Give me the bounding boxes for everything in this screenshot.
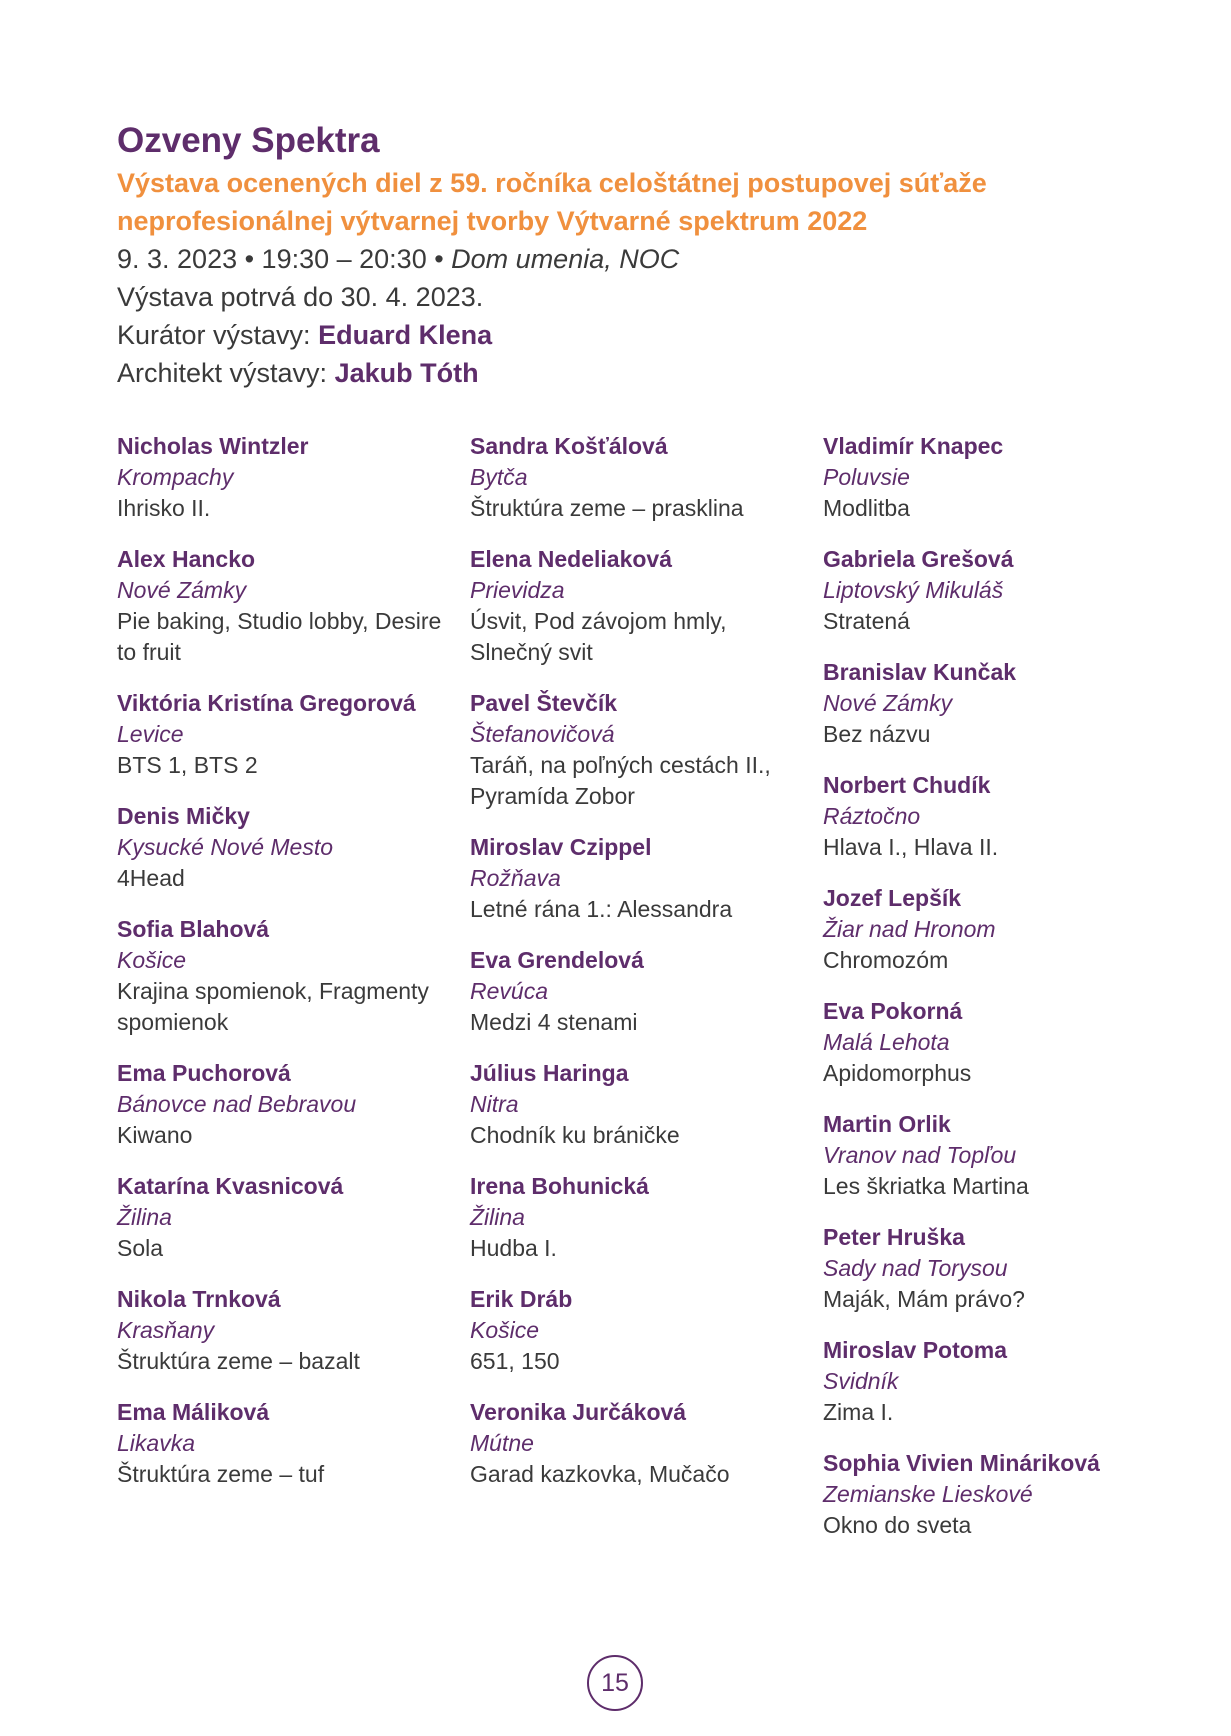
architect-name: Jakub Tóth	[334, 358, 479, 388]
artist-entry	[117, 688, 447, 781]
artist-name: Denis Mičky	[117, 803, 250, 829]
artist-town: Svidník	[823, 1368, 899, 1394]
artist-column-3	[823, 431, 1153, 1561]
artist-name: Vladimír Knapec	[823, 433, 1004, 459]
artwork-title: Les škriatka Martina	[823, 1173, 1029, 1199]
artwork-title: Garad kazkovka, Mučačo	[470, 1461, 730, 1487]
artist-name: Eva Grendelová	[470, 947, 644, 973]
artist-entry	[823, 883, 1153, 976]
artist-town: Košice	[470, 1317, 540, 1343]
artist-name: Gabriela Grešová	[823, 546, 1014, 572]
artwork-title: BTS 1, BTS 2	[117, 752, 258, 778]
page	[117, 118, 1127, 1538]
artist-entry	[470, 688, 800, 812]
artist-town: Sady nad Torysou	[823, 1255, 1008, 1281]
artist-name: Nikola Trnková	[117, 1286, 281, 1312]
artist-entry	[470, 1171, 800, 1264]
artist-town: Mútne	[470, 1430, 534, 1456]
artwork-title: Chodník ku bráničke	[470, 1122, 680, 1148]
artist-entry	[823, 544, 1153, 637]
artist-town: Poluvsie	[823, 464, 910, 490]
artist-town: Revúca	[470, 978, 548, 1004]
curator-line	[117, 316, 1127, 354]
artwork-title: Krajina spomienok, Fragmenty spomienok	[117, 978, 429, 1035]
architect-label: Architekt výstavy:	[117, 358, 335, 388]
artist-name: Miroslav Czippel	[470, 834, 652, 860]
artwork-title: Zima I.	[823, 1399, 894, 1425]
artist-town: Krompachy	[117, 464, 234, 490]
artwork-title: Úsvit, Pod závojom hmly, Slnečný svit	[470, 608, 727, 665]
artist-town: Kysucké Nové Mesto	[117, 834, 334, 860]
curator-label: Kurátor výstavy:	[117, 320, 319, 350]
artist-name: Erik Dráb	[470, 1286, 573, 1312]
artist-town: Bánovce nad Bebravou	[117, 1091, 357, 1117]
artist-name: Martin Orlik	[823, 1111, 951, 1137]
artist-name: Norbert Chudík	[823, 772, 991, 798]
artist-entry	[470, 1397, 800, 1490]
page-title: Ozveny Spektra	[117, 121, 380, 160]
artist-entry	[823, 657, 1153, 750]
artist-name: Irena Bohunická	[470, 1173, 649, 1199]
artwork-title: Apidomorphus	[823, 1060, 972, 1086]
artist-entry	[117, 431, 447, 524]
artist-town: Likavka	[117, 1430, 195, 1456]
artist-name: Sophia Vivien Mináriková	[823, 1450, 1100, 1476]
artist-entry	[823, 1448, 1153, 1541]
artwork-title: Modlitba	[823, 495, 910, 521]
artwork-title: Sola	[117, 1235, 164, 1261]
artist-entry	[823, 431, 1153, 524]
artwork-title: Štruktúra zeme – bazalt	[117, 1348, 360, 1374]
artist-entry	[470, 1058, 800, 1151]
artist-column-1	[117, 431, 447, 1510]
artist-town: Košice	[117, 947, 187, 973]
artwork-title: Pie baking, Studio lobby, Desire to fruit	[117, 608, 442, 665]
artist-name: Katarína Kvasnicová	[117, 1173, 344, 1199]
artist-town: Bytča	[470, 464, 528, 490]
artist-name: Miroslav Potoma	[823, 1337, 1008, 1363]
event-info	[117, 240, 1127, 392]
artwork-title: Maják, Mám právo?	[823, 1286, 1025, 1312]
artist-town: Zemianske Lieskové	[823, 1481, 1033, 1507]
event-line	[117, 240, 1127, 278]
artist-town: Rožňava	[470, 865, 561, 891]
subtitle-line: Výstava ocenených diel z 59. ročníka celoštátnej postupovej súťaže	[117, 168, 987, 198]
artist-name: Veronika Jurčáková	[470, 1399, 687, 1425]
artist-town: Nitra	[470, 1091, 519, 1117]
artist-entry	[823, 1335, 1153, 1428]
artist-name: Eva Pokorná	[823, 998, 963, 1024]
artist-town: Nové Zámky	[823, 690, 953, 716]
artist-name: Ema Máliková	[117, 1399, 270, 1425]
artist-town: Nové Zámky	[117, 577, 247, 603]
artist-town: Levice	[117, 721, 184, 747]
artist-town: Prievidza	[470, 577, 565, 603]
architect-line	[117, 354, 1127, 392]
event-venue: Dom umenia, NOC	[451, 244, 680, 274]
artist-entry	[823, 770, 1153, 863]
artist-name: Sofia Blahová	[117, 916, 270, 942]
artist-entry	[823, 1109, 1153, 1202]
artist-entry	[470, 945, 800, 1038]
artist-town: Štefanovičová	[470, 721, 615, 747]
artist-name: Elena Nedeliaková	[470, 546, 672, 572]
subtitle-line: neprofesionálnej výtvarnej tvorby Výtvarné spektrum 2022	[117, 206, 868, 236]
duration-line: Výstava potrvá do 30. 4. 2023.	[117, 282, 484, 312]
artist-town: Žilina	[470, 1204, 525, 1230]
artwork-title: Letné rána 1.: Alessandra	[470, 896, 733, 922]
artist-name: Sandra Košťálová	[470, 433, 668, 459]
event-datetime: 9. 3. 2023 • 19:30 – 20:30 •	[117, 244, 452, 274]
artwork-title: Hudba I.	[470, 1235, 557, 1261]
artist-column-2	[470, 431, 800, 1510]
curator-name: Eduard Klena	[318, 320, 493, 350]
artist-entry	[117, 1058, 447, 1151]
artist-name: Nicholas Wintzler	[117, 433, 309, 459]
artwork-title: Stratená	[823, 608, 910, 634]
artist-entry	[470, 1284, 800, 1377]
artwork-title: Ihrisko II.	[117, 495, 211, 521]
artist-name: Viktória Kristína Gregorová	[117, 690, 416, 716]
artwork-title: Hlava I., Hlava II.	[823, 834, 999, 860]
artist-name: Alex Hancko	[117, 546, 256, 572]
artwork-title: 4Head	[117, 865, 185, 891]
artist-entry	[117, 1171, 447, 1264]
artist-name: Branislav Kunčak	[823, 659, 1017, 685]
artist-entry	[823, 1222, 1153, 1315]
artist-town: Malá Lehota	[823, 1029, 950, 1055]
artist-town: Žilina	[117, 1204, 172, 1230]
artist-entry	[470, 431, 800, 524]
subtitle	[117, 164, 1127, 240]
artist-entry	[117, 914, 447, 1038]
artist-town: Vranov nad Topľou	[823, 1142, 1017, 1168]
artwork-title: Štruktúra zeme – tuf	[117, 1461, 325, 1487]
artist-entry	[117, 1397, 447, 1490]
artist-name: Július Haringa	[470, 1060, 629, 1086]
artist-name: Pavel Števčík	[470, 690, 618, 716]
artwork-title: Štruktúra zeme – prasklina	[470, 495, 744, 521]
artwork-title: Medzi 4 stenami	[470, 1009, 638, 1035]
artist-name: Jozef Lepšík	[823, 885, 962, 911]
artist-entry	[117, 544, 447, 668]
artist-name: Peter Hruška	[823, 1224, 965, 1250]
artwork-title: Chromozóm	[823, 947, 949, 973]
artist-entry	[117, 1284, 447, 1377]
artist-name: Ema Puchorová	[117, 1060, 291, 1086]
artist-entry	[117, 801, 447, 894]
artist-town: Ráztočno	[823, 803, 921, 829]
artwork-title: Taráň, na poľných cestách II., Pyramída Zobor	[470, 752, 771, 809]
artist-entry	[823, 996, 1153, 1089]
artist-entry	[470, 544, 800, 668]
artist-town: Krasňany	[117, 1317, 215, 1343]
artist-town: Liptovský Mikuláš	[823, 577, 1004, 603]
artist-entry	[470, 832, 800, 925]
artwork-title: Kiwano	[117, 1122, 193, 1148]
page-number: 15	[587, 1655, 643, 1711]
artwork-title: Okno do sveta	[823, 1512, 972, 1538]
artwork-title: Bez názvu	[823, 721, 931, 747]
artist-town: Žiar nad Hronom	[823, 916, 996, 942]
artwork-title: 651, 150	[470, 1348, 560, 1374]
